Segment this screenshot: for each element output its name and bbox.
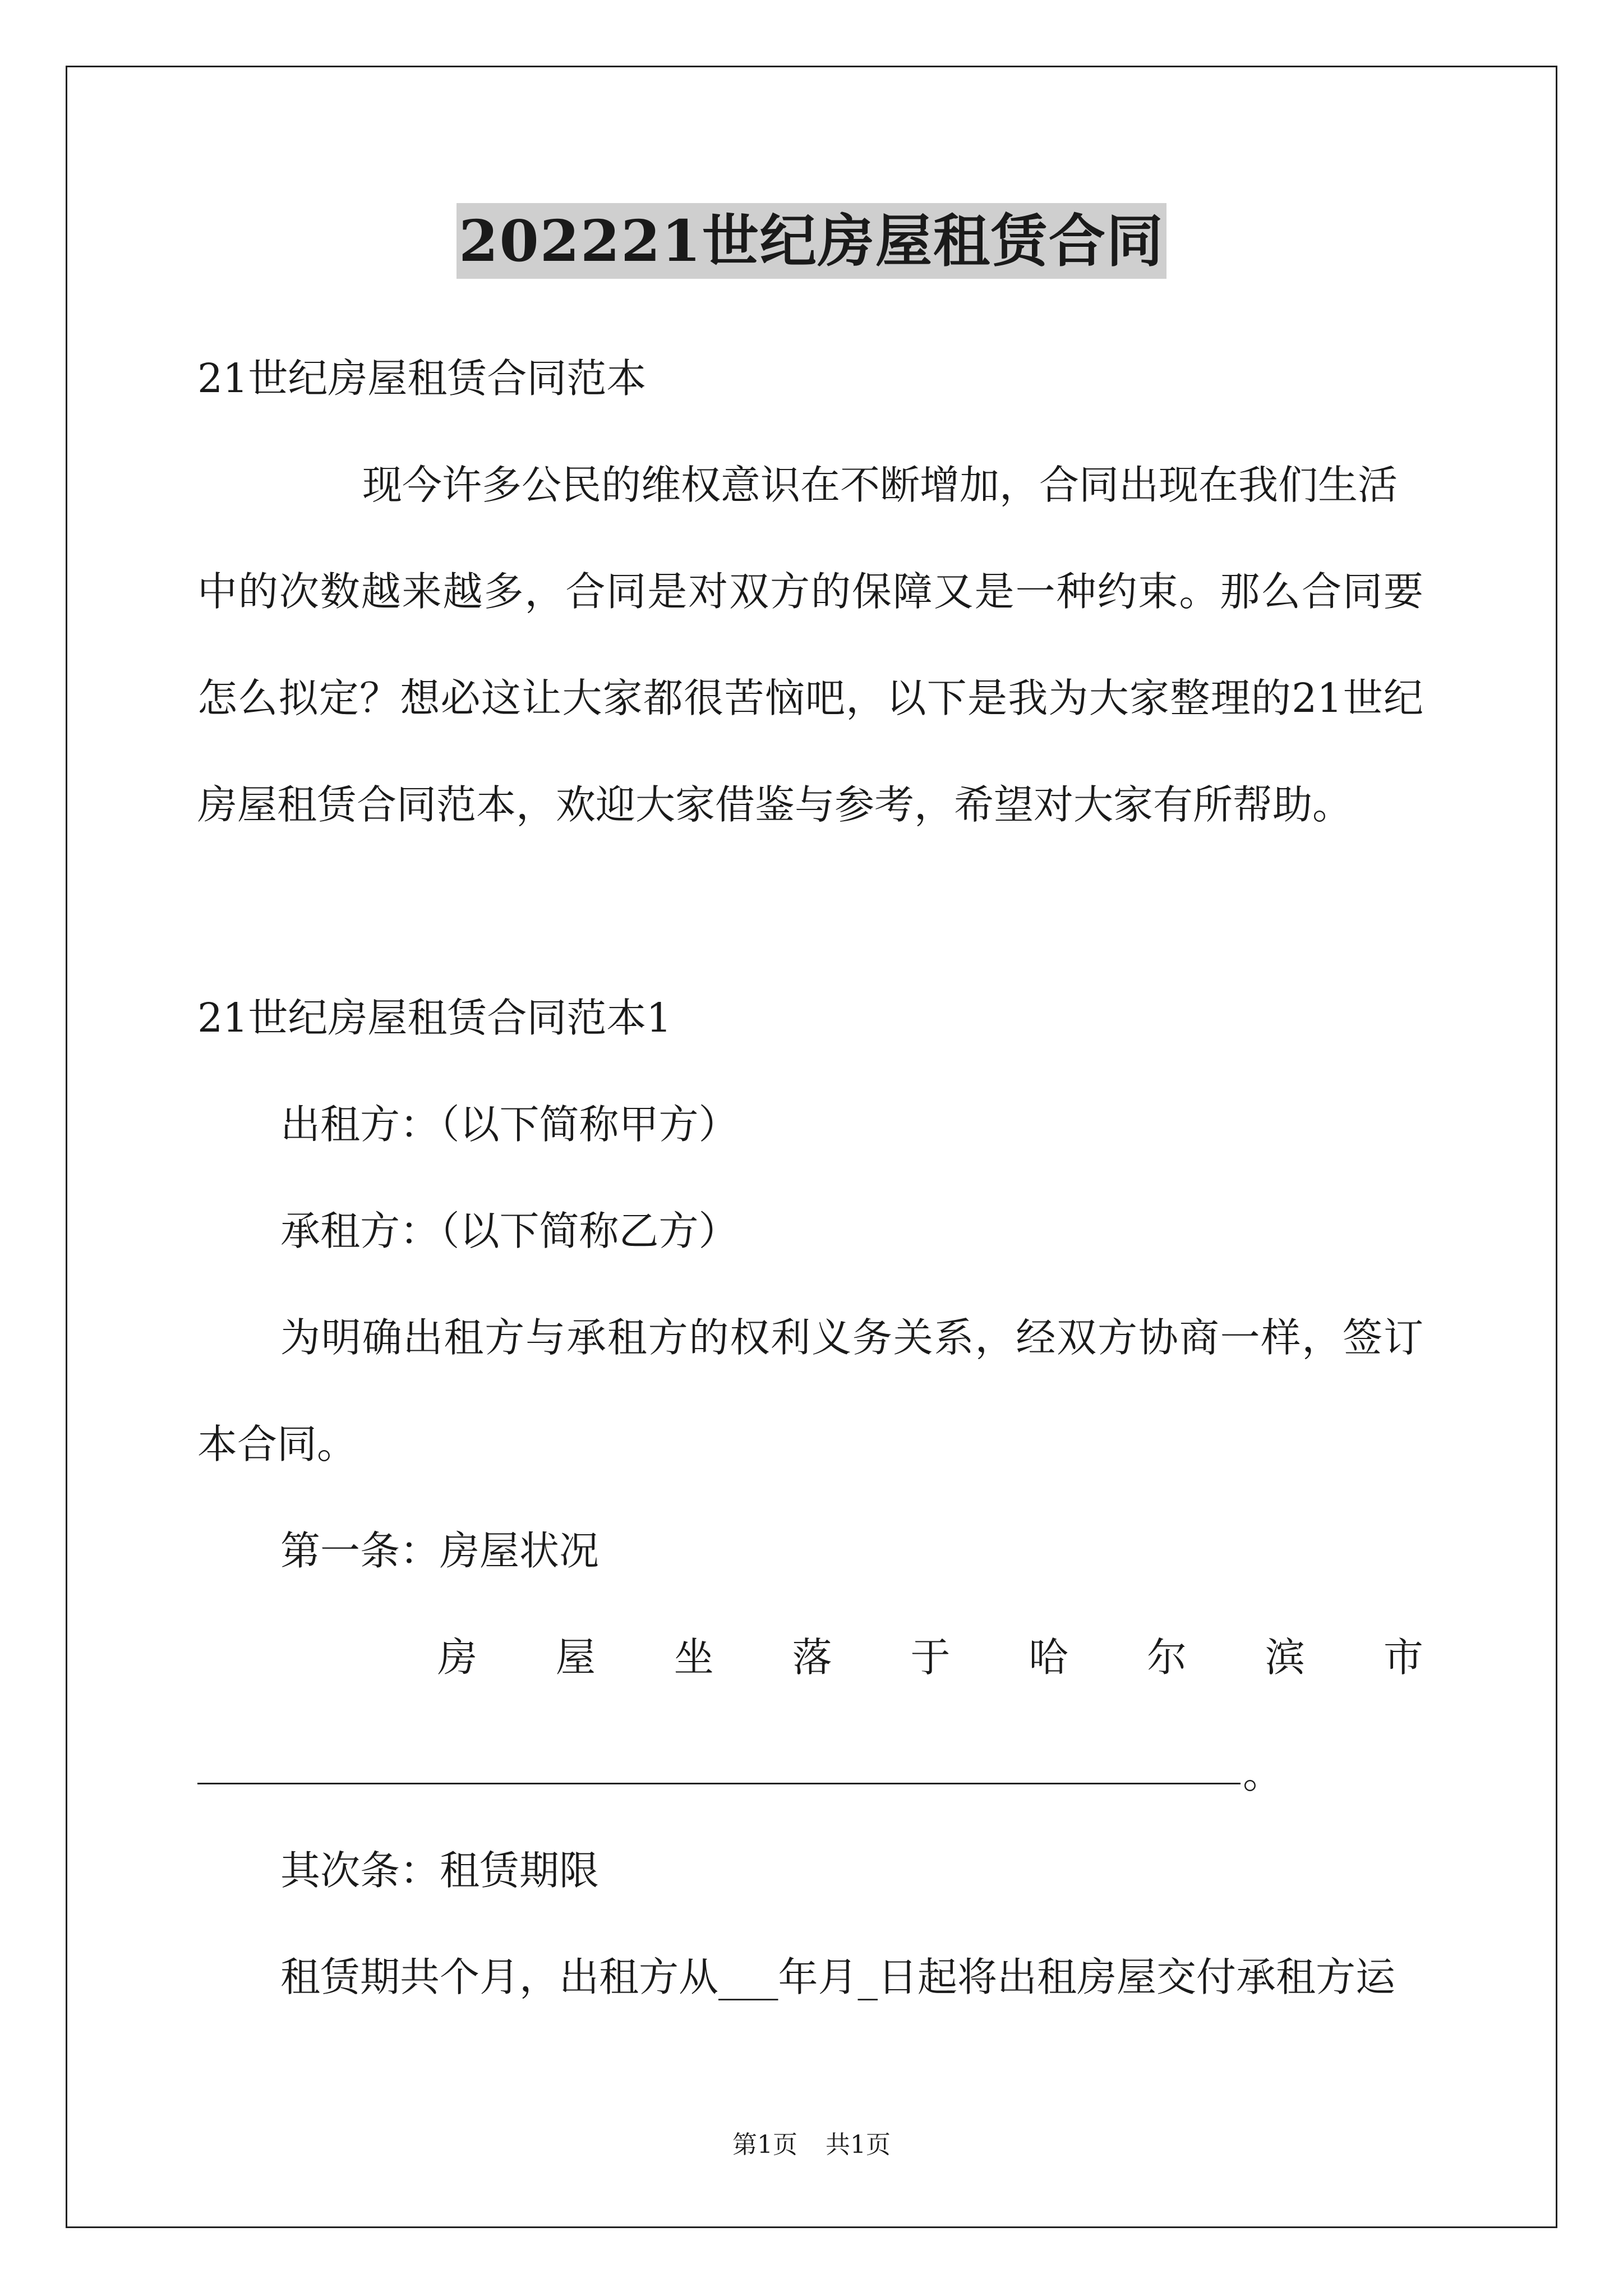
page-number: 第1页 xyxy=(732,2131,797,2159)
location-char: 市 xyxy=(1383,1634,1423,1681)
location-char: 尔 xyxy=(1147,1634,1187,1681)
article1-end-mark: 。 xyxy=(1243,1751,1283,1797)
intro-line-2: 中的次数越来越多，合同是对双方的保障又是一种约束。那么合同要 xyxy=(197,568,1423,615)
location-char: 房 xyxy=(437,1634,478,1681)
blank-underline xyxy=(197,1783,1241,1784)
page-footer xyxy=(0,2128,1623,2162)
location-char: 坐 xyxy=(674,1634,714,1681)
lessee-line: 承租方：（以下简称乙方） xyxy=(280,1208,739,1254)
article2-text: 租赁期共个月，出租方从___年月_日起将出租房屋交付承租方运 xyxy=(280,1954,1396,2000)
title-container xyxy=(0,203,1623,279)
intro-line-3: 怎么拟定？想必这让大家都很苦恼吧，以下是我为大家整理的21世纪 xyxy=(197,675,1423,721)
document-title: 202221世纪房屋租赁合同 xyxy=(457,203,1166,279)
intro-line-1: 现今许多公民的维权意识在不断增加，合同出现在我们生活 xyxy=(362,462,1398,508)
page-total: 共1页 xyxy=(826,2131,891,2159)
location-char: 滨 xyxy=(1265,1634,1306,1681)
section-title: 21世纪房屋租赁合同范本1 xyxy=(197,995,672,1041)
lessor-line: 出租方：（以下简称甲方） xyxy=(280,1101,739,1148)
location-char: 哈 xyxy=(1029,1634,1069,1681)
purpose-line-2: 本合同。 xyxy=(197,1421,357,1467)
location-char: 屋 xyxy=(555,1634,596,1681)
location-char: 于 xyxy=(910,1634,951,1681)
document-heading: 21世纪房屋租赁合同范本 xyxy=(197,355,647,402)
article1-location-line xyxy=(437,1632,1423,1683)
article1-title: 第一条：房屋状况 xyxy=(280,1527,600,1574)
article2-title: 其次条：租赁期限 xyxy=(280,1847,600,1894)
location-char: 落 xyxy=(792,1634,832,1681)
intro-line-4: 房屋租赁合同范本，欢迎大家借鉴与参考，希望对大家有所帮助。 xyxy=(197,781,1353,828)
purpose-line-1: 为明确出租方与承租方的权利义务关系，经双方协商一样，签订 xyxy=(280,1314,1423,1361)
